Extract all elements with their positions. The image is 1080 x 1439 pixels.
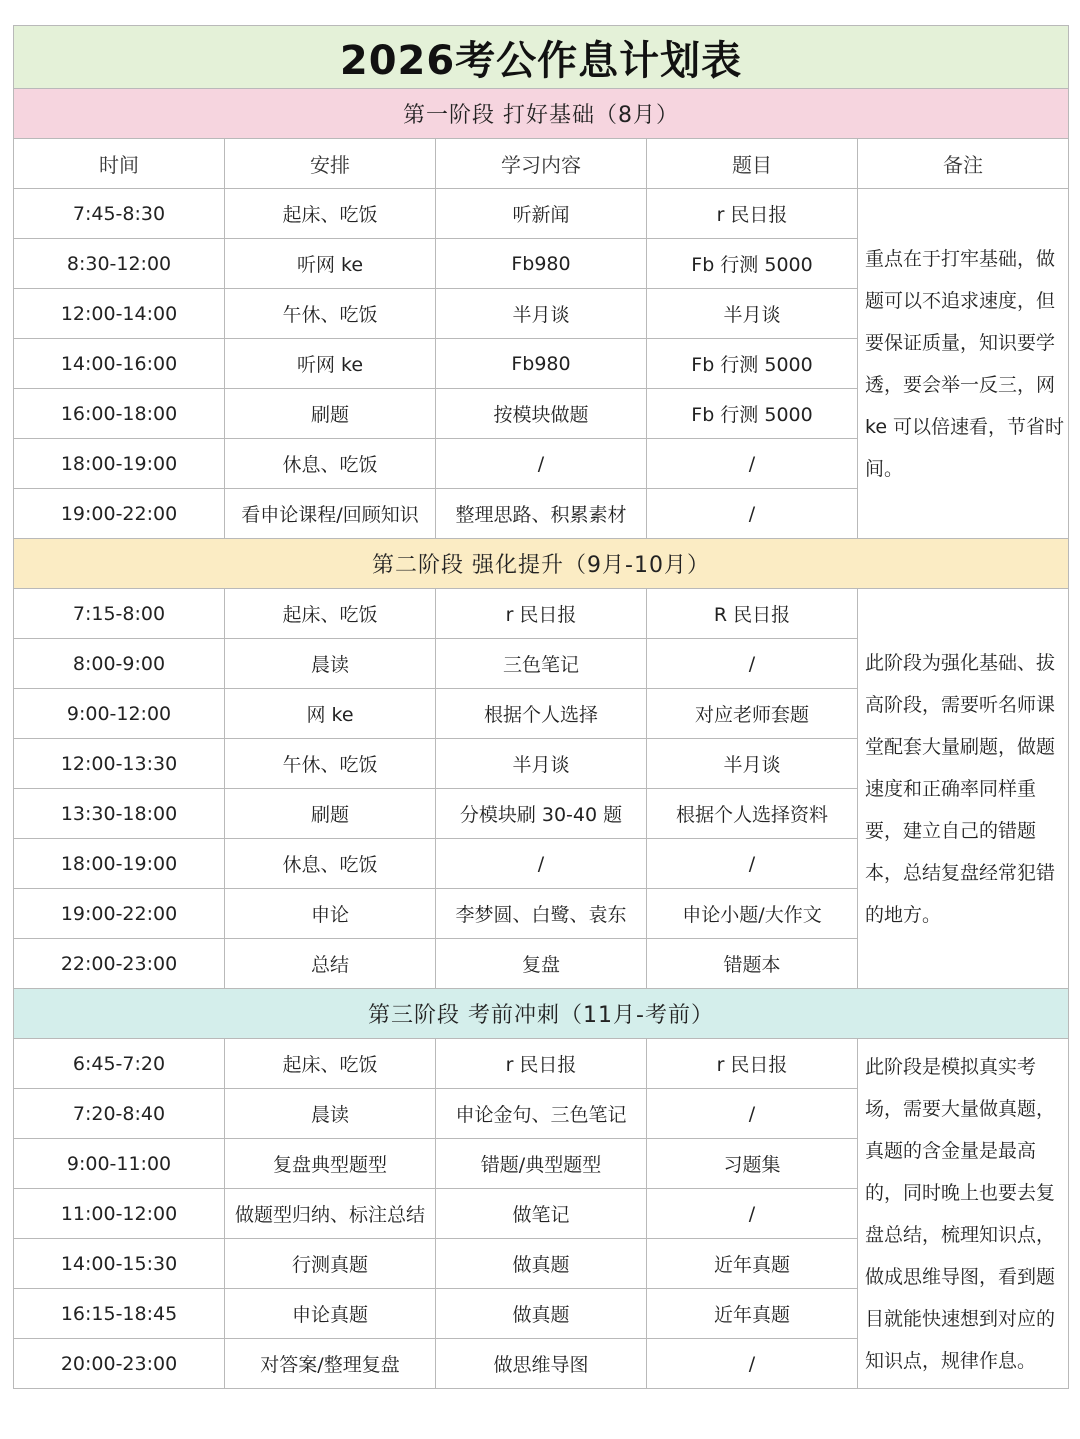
content-cell: Fb980 [436,239,647,289]
time-cell: 12:00-13:30 [14,739,225,789]
time-cell: 6:45-7:20 [14,1039,225,1089]
material-cell: R 民日报 [647,589,858,639]
time-cell: 16:00-18:00 [14,389,225,439]
time-cell: 9:00-12:00 [14,689,225,739]
material-cell: / [647,489,858,539]
material-cell: 对应老师套题 [647,689,858,739]
time-cell: 11:00-12:00 [14,1189,225,1239]
arrangement-cell: 申论 [225,889,436,939]
content-cell: 复盘 [436,939,647,989]
arrangement-cell: 晨读 [225,639,436,689]
header-row [14,139,1069,189]
content-cell: / [436,839,647,889]
arrangement-cell: 刷题 [225,389,436,439]
content-cell: 李梦圆、白鹭、袁东 [436,889,647,939]
column-header: 备注 [858,139,1069,189]
time-cell: 18:00-19:00 [14,839,225,889]
stage-title: 第二阶段 强化提升（9月-10月） [14,539,1069,589]
content-cell: / [436,439,647,489]
time-cell: 19:00-22:00 [14,889,225,939]
time-cell: 13:30-18:00 [14,789,225,839]
column-header: 时间 [14,139,225,189]
content-cell: Fb980 [436,339,647,389]
material-cell: 半月谈 [647,289,858,339]
stage-banner-row [14,89,1069,139]
arrangement-cell: 听网 ke [225,239,436,289]
arrangement-cell: 午休、吃饭 [225,739,436,789]
content-cell: 错题/典型题型 [436,1139,647,1189]
arrangement-cell: 起床、吃饭 [225,189,436,239]
stage-banner-row [14,539,1069,589]
time-cell: 12:00-14:00 [14,289,225,339]
time-cell: 20:00-23:00 [14,1339,225,1389]
stage-title: 第三阶段 考前冲刺（11月-考前） [14,989,1069,1039]
time-cell: 7:15-8:00 [14,589,225,639]
table-row [14,589,1069,639]
material-cell: / [647,1089,858,1139]
table-row [14,189,1069,239]
content-cell: 做思维导图 [436,1339,647,1389]
material-cell: / [647,839,858,889]
material-cell: 半月谈 [647,739,858,789]
material-cell: / [647,1339,858,1389]
arrangement-cell: 网 ke [225,689,436,739]
content-cell: 分模块刷 30-40 题 [436,789,647,839]
material-cell: Fb 行测 5000 [647,339,858,389]
arrangement-cell: 复盘典型题型 [225,1139,436,1189]
arrangement-cell: 晨读 [225,1089,436,1139]
time-cell: 18:00-19:00 [14,439,225,489]
note-cell: 重点在于打牢基础，做题可以不追求速度，但要保证质量，知识要学透，要会举一反三，网 ke 可以倍速看，节省时间。 [858,189,1069,539]
material-cell: r 民日报 [647,189,858,239]
material-cell: 近年真题 [647,1239,858,1289]
note-cell: 此阶段是模拟真实考场，需要大量做真题，真题的含金量是最高的，同时晚上也要去复盘总结，梳理知识点，做成思维导图，看到题目就能快速想到对应的知识点，规律作息。 [858,1039,1069,1389]
content-cell: 申论金句、三色笔记 [436,1089,647,1139]
time-cell: 8:30-12:00 [14,239,225,289]
table-row [14,1039,1069,1089]
material-cell: / [647,1189,858,1239]
content-cell: 三色笔记 [436,639,647,689]
column-header: 安排 [225,139,436,189]
content-cell: 做真题 [436,1289,647,1339]
schedule-table [13,25,1069,1389]
material-cell: Fb 行测 5000 [647,389,858,439]
material-cell: / [647,639,858,689]
arrangement-cell: 午休、吃饭 [225,289,436,339]
content-cell: 半月谈 [436,289,647,339]
arrangement-cell: 做题型归纳、标注总结 [225,1189,436,1239]
column-header: 学习内容 [436,139,647,189]
time-cell: 14:00-15:30 [14,1239,225,1289]
stage-title: 第一阶段 打好基础（8月） [14,89,1069,139]
time-cell: 8:00-9:00 [14,639,225,689]
time-cell: 7:20-8:40 [14,1089,225,1139]
content-cell: 听新闻 [436,189,647,239]
column-header: 题目 [647,139,858,189]
content-cell: 整理思路、积累素材 [436,489,647,539]
arrangement-cell: 看申论课程/回顾知识 [225,489,436,539]
arrangement-cell: 休息、吃饭 [225,839,436,889]
material-cell: r 民日报 [647,1039,858,1089]
arrangement-cell: 刷题 [225,789,436,839]
page-title: 2026考公作息计划表 [14,26,1069,89]
arrangement-cell: 听网 ke [225,339,436,389]
note-cell: 此阶段为强化基础、拔高阶段，需要听名师课堂配套大量刷题，做题速度和正确率同样重要，建立自己的错题本，总结复盘经常犯错的地方。 [858,589,1069,989]
arrangement-cell: 对答案/整理复盘 [225,1339,436,1389]
material-cell: 根据个人选择资料 [647,789,858,839]
material-cell: / [647,439,858,489]
content-cell: r 民日报 [436,1039,647,1089]
material-cell: 错题本 [647,939,858,989]
stage-banner-row [14,989,1069,1039]
arrangement-cell: 总结 [225,939,436,989]
time-cell: 16:15-18:45 [14,1289,225,1339]
content-cell: r 民日报 [436,589,647,639]
material-cell: Fb 行测 5000 [647,239,858,289]
time-cell: 9:00-11:00 [14,1139,225,1189]
arrangement-cell: 起床、吃饭 [225,589,436,639]
content-cell: 根据个人选择 [436,689,647,739]
arrangement-cell: 申论真题 [225,1289,436,1339]
material-cell: 习题集 [647,1139,858,1189]
content-cell: 做笔记 [436,1189,647,1239]
time-cell: 19:00-22:00 [14,489,225,539]
time-cell: 14:00-16:00 [14,339,225,389]
arrangement-cell: 行测真题 [225,1239,436,1289]
arrangement-cell: 休息、吃饭 [225,439,436,489]
time-cell: 7:45-8:30 [14,189,225,239]
arrangement-cell: 起床、吃饭 [225,1039,436,1089]
content-cell: 做真题 [436,1239,647,1289]
time-cell: 22:00-23:00 [14,939,225,989]
material-cell: 申论小题/大作文 [647,889,858,939]
content-cell: 半月谈 [436,739,647,789]
material-cell: 近年真题 [647,1289,858,1339]
content-cell: 按模块做题 [436,389,647,439]
